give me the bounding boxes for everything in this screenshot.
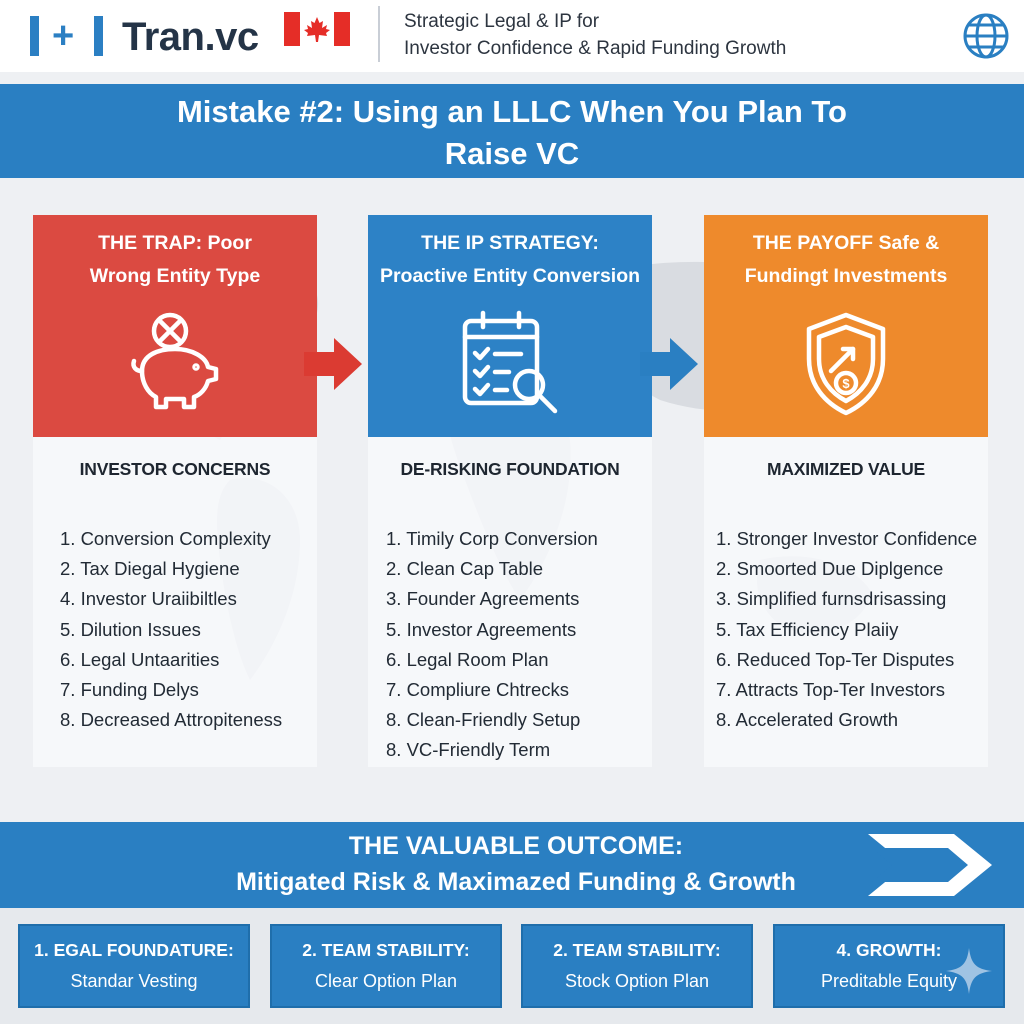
header	[0, 0, 1024, 72]
title-line-1: Mistake #2: Using an LLLC When You Plan To	[176, 94, 847, 129]
trap-subtitle: INVESTOR CONCERNS	[79, 459, 271, 479]
list-item: 6. Legal Room Plan	[386, 648, 549, 670]
arrow-right-icon	[640, 338, 698, 390]
list-item: 6. Legal Untaarities	[60, 648, 220, 670]
trap-body	[33, 437, 317, 767]
calendar-checklist-icon	[455, 309, 565, 419]
payoff-column	[704, 215, 988, 767]
list-item: 8. Accelerated Growth	[716, 709, 899, 731]
payoff-header	[704, 215, 988, 437]
shield-growth-icon	[791, 309, 901, 419]
outcome-heading: THE VALUABLE OUTCOME:	[348, 832, 684, 860]
list-item: 2. Smoorted Due Diplgence	[716, 558, 944, 580]
bottom-card-title: 4. GROWTH:	[836, 940, 942, 960]
trap-title: THE TRAP: Poor Wrong Entity Type	[89, 232, 261, 287]
outcome-text: Mitigated Risk & Maximazed Funding & Growth	[236, 868, 796, 896]
sparkle-icon	[944, 946, 994, 996]
list-item: 3. Founder Agreements	[386, 588, 580, 610]
bottom-card	[270, 924, 502, 1008]
list-item: 1. Timily Corp Conversion	[386, 528, 598, 549]
list-item: 1. Conversion Complexity	[60, 528, 271, 549]
list-item: 5. Tax Efficiency Plaiiy	[716, 618, 899, 640]
globe-icon	[962, 12, 1010, 60]
bottom-card-subtitle: Stock Option Plan	[564, 971, 710, 991]
outcome-banner	[0, 822, 1024, 908]
trap-column	[33, 215, 317, 767]
svg-text:$: $	[842, 376, 850, 391]
page-title	[0, 84, 1024, 178]
list-item: 7. Attracts Top-Ter Investors	[716, 679, 945, 701]
double-chevron-icon	[868, 830, 998, 900]
strategy-list	[368, 524, 652, 766]
list-item: 8. VC-Friendly Term	[386, 739, 551, 761]
bottom-card-title: 2. TEAM STABILITY:	[302, 940, 470, 960]
strategy-body	[368, 437, 652, 767]
payoff-list	[704, 524, 988, 735]
trap-header	[33, 215, 317, 437]
header-divider	[378, 6, 380, 62]
payoff-subtitle: MAXIMIZED VALUE	[766, 459, 926, 479]
list-item: 7. Compliure Chtrecks	[386, 679, 570, 701]
bottom-card-title: 1. EGAL FOUNDATURE:	[34, 940, 234, 960]
tagline-line-1: Strategic Legal & IP for	[404, 11, 600, 32]
piggy-bank-icon	[120, 309, 230, 419]
strategy-column	[368, 215, 652, 767]
canada-flag-icon	[284, 12, 350, 46]
bottom-card	[18, 924, 250, 1008]
list-item: 5. Dilution Issues	[60, 618, 201, 640]
payoff-body	[704, 437, 988, 767]
bottom-card-subtitle: Clear Option Plan	[314, 971, 458, 991]
list-item: 8. Decreased Attropiteness	[60, 709, 283, 731]
list-item: 6. Reduced Top-Ter Disputes	[716, 648, 955, 670]
arrow-right-icon	[304, 338, 362, 390]
strategy-subtitle: DE-RISKING FOUNDATION	[400, 459, 620, 479]
bottom-card-subtitle: Preditable Equity	[820, 971, 958, 991]
trap-list	[33, 524, 317, 735]
tagline-line-2: Investor Confidence & Rapid Funding Growth	[404, 38, 787, 59]
payoff-title: THE PAYOFF Safe & Fundingt Investments	[744, 232, 948, 287]
list-item: 3. Simplified furnsdrisassing	[716, 588, 947, 610]
bottom-card-subtitle: Standar Vesting	[70, 971, 198, 991]
list-item: 2. Tax Diegal Hygiene	[60, 558, 240, 580]
logo-text: Tran.vc	[122, 15, 259, 59]
list-item: 5. Investor Agreements	[386, 618, 577, 640]
strategy-title: THE IP STRATEGY: Proactive Entity Conversion	[379, 232, 641, 287]
list-item: 4. Investor Uraiibiltles	[60, 588, 237, 610]
list-item: 7. Funding Delys	[60, 679, 199, 701]
logo-icon: +	[30, 16, 108, 56]
bottom-card	[521, 924, 753, 1008]
strategy-header	[368, 215, 652, 437]
tagline	[404, 8, 786, 62]
list-item: 8. Clean-Friendly Setup	[386, 709, 581, 731]
list-item: 1. Stronger Investor Confidence	[716, 528, 978, 549]
title-line-2: Raise VC	[444, 136, 580, 171]
bottom-card-title: 2. TEAM STABILITY:	[553, 940, 721, 960]
list-item: 2. Clean Cap Table	[386, 558, 544, 580]
